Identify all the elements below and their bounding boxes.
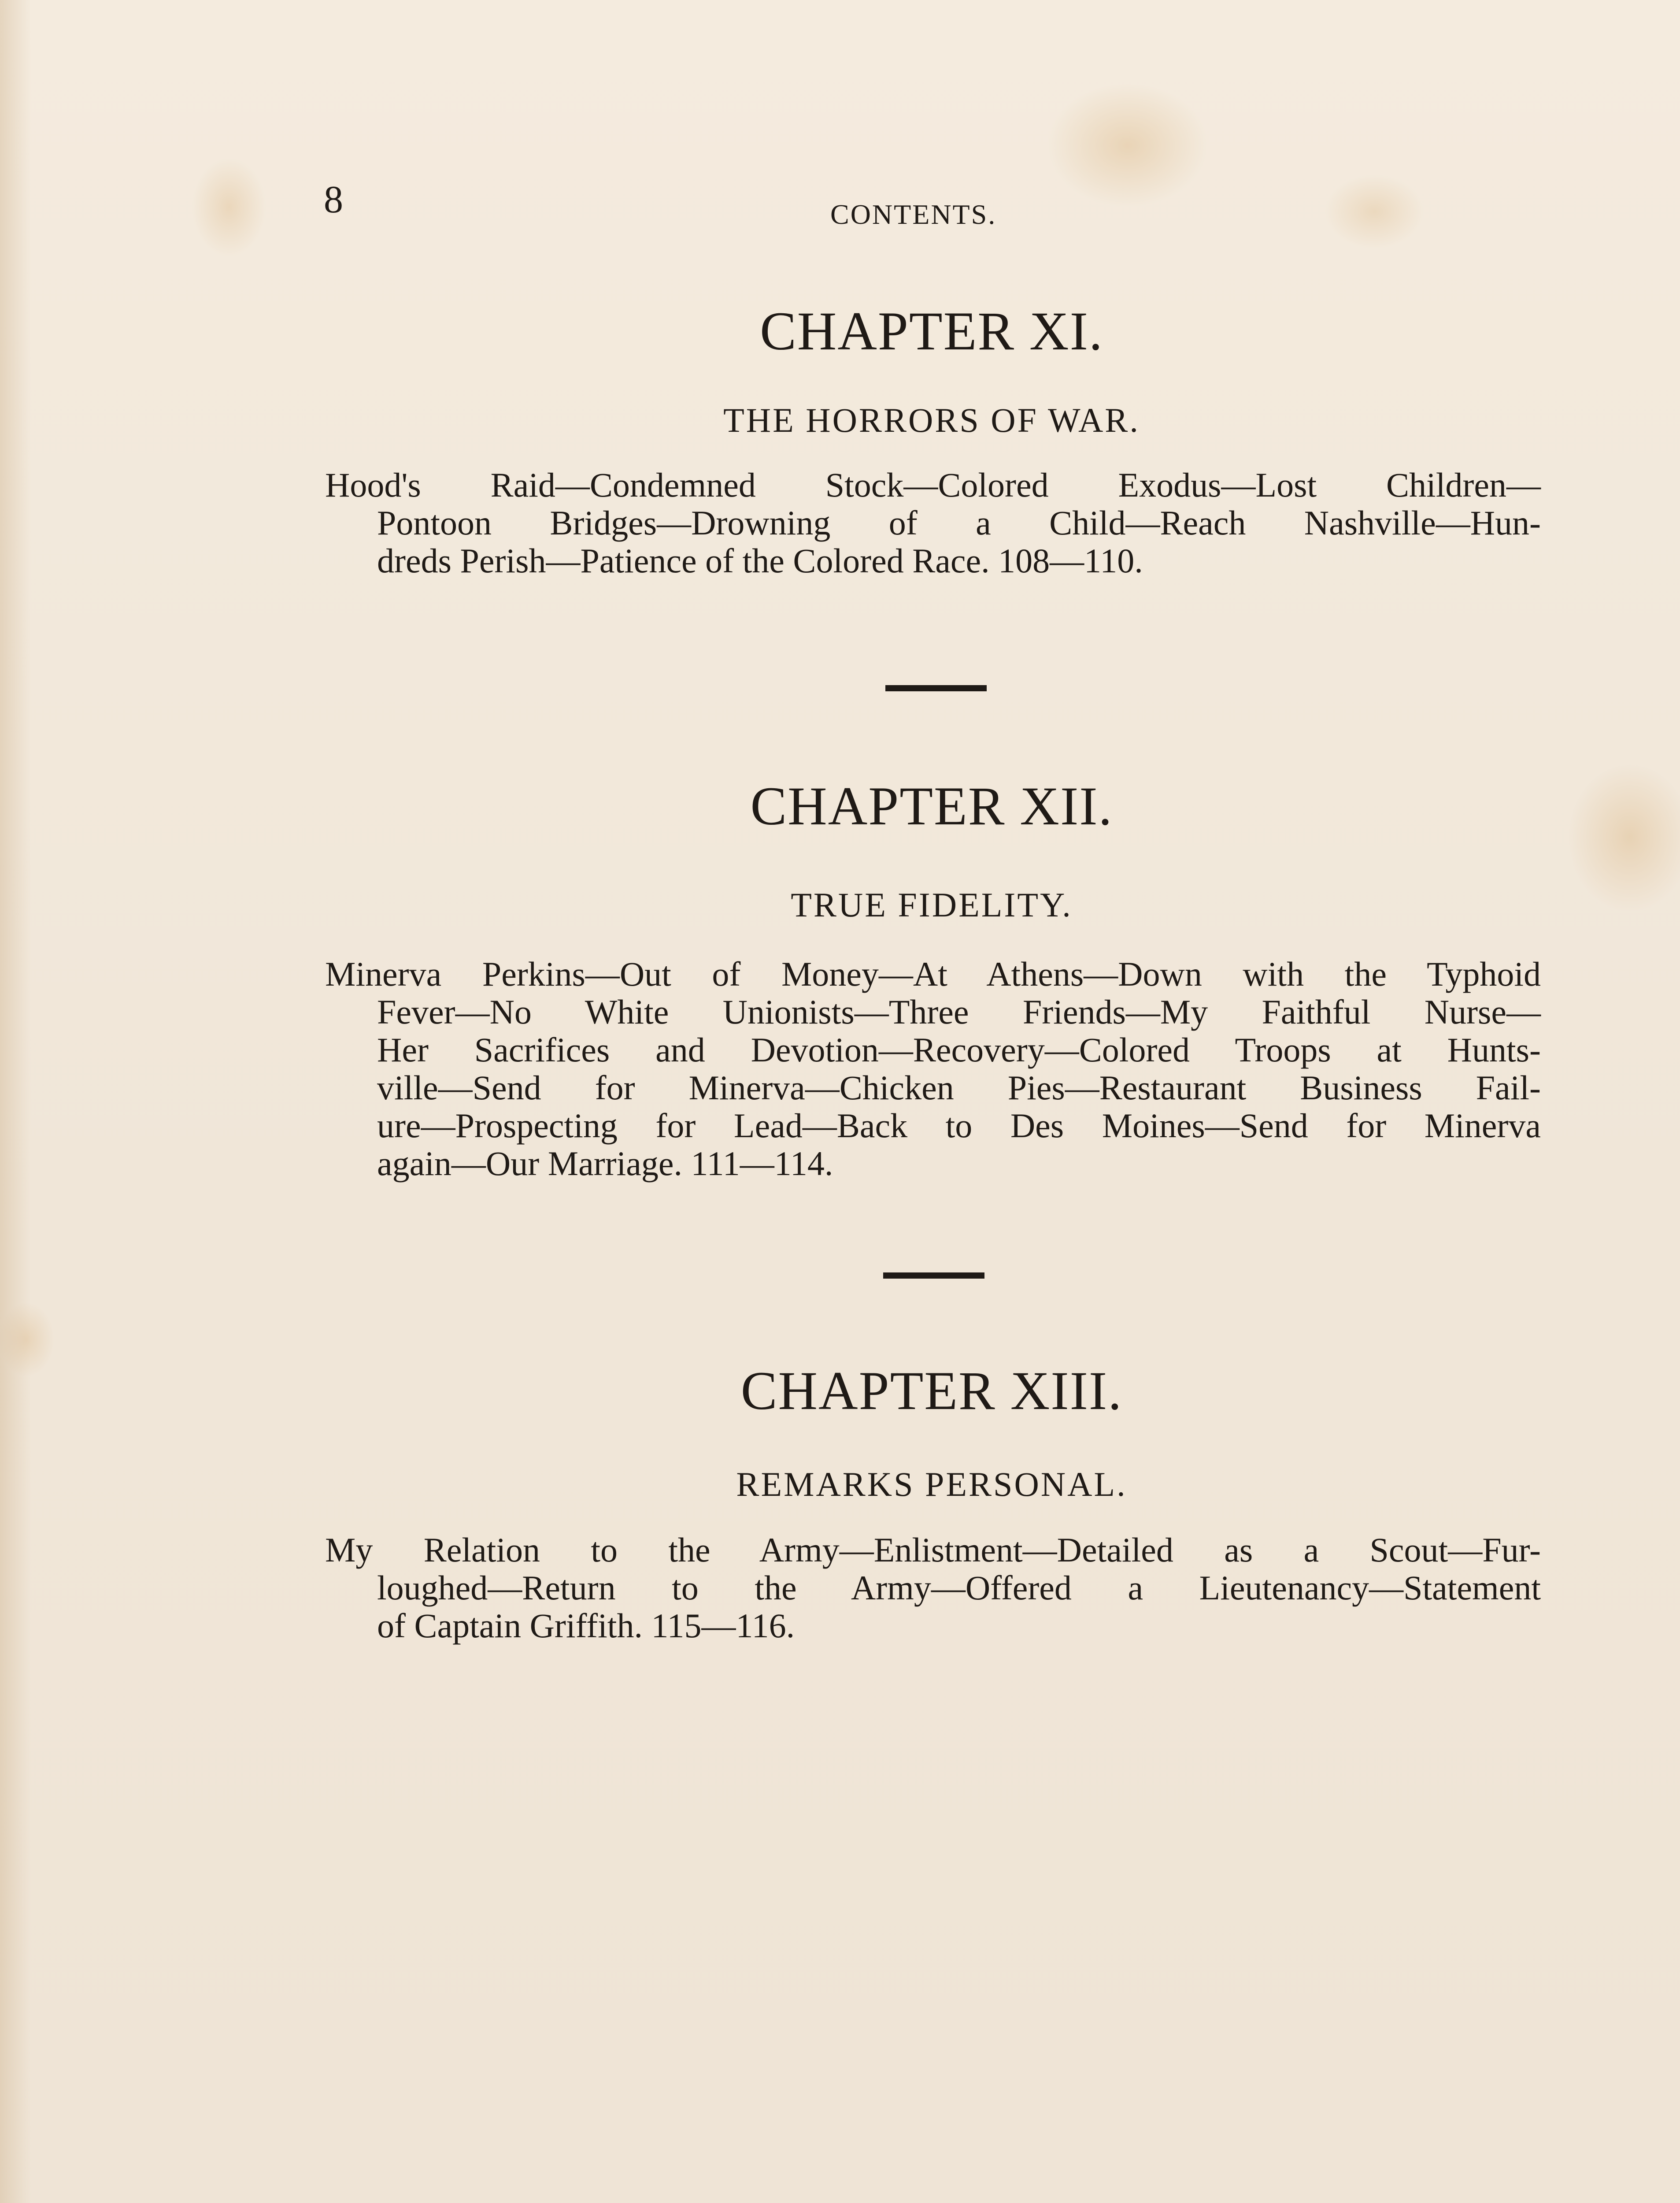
chapter-xiii-synopsis <box>325 1531 1541 1645</box>
chapter-xi-subtitle: THE HORRORS OF WAR. <box>723 401 1140 439</box>
synopsis-line: ville—Send for Minerva—Chicken Pies—Restaurant Business Fail- <box>377 1068 1541 1107</box>
chapter-xi-synopsis <box>325 466 1541 580</box>
section-divider-rule <box>883 1272 984 1279</box>
synopsis-line: Her Sacrifices and Devotion—Recovery—Colored Troops at Hunts- <box>377 1031 1541 1069</box>
synopsis-line: again—Our Marriage. 111—114. <box>377 1144 833 1183</box>
synopsis-line: Minerva Perkins—Out of Money—At Athens—Down with the Typhoid <box>325 955 1541 993</box>
synopsis-line: of Captain Griffith. 115—116. <box>377 1606 795 1645</box>
chapter-xiii-title: CHAPTER XIII. <box>740 1361 1123 1421</box>
synopsis-line: dreds Perish—Patience of the Colored Race. 108—110. <box>377 541 1143 580</box>
synopsis-line: Hood's Raid—Condemned Stock—Colored Exodus—Lost Children— <box>325 466 1541 504</box>
page-number: 8 <box>324 178 343 221</box>
chapter-xii-synopsis <box>325 955 1541 1183</box>
synopsis-line: ure—Prospecting for Lead—Back to Des Moines—Send for Minerva <box>377 1106 1541 1145</box>
chapter-xi-title: CHAPTER XI. <box>760 301 1103 361</box>
synopsis-line: loughed—Return to the Army—Offered a Lieutenancy—Statement <box>377 1569 1541 1607</box>
chapter-xii-subtitle: TRUE FIDELITY. <box>791 886 1073 924</box>
synopsis-line: Pontoon Bridges—Drowning of a Child—Reach Nashville—Hun- <box>377 504 1541 542</box>
chapter-xiii-subtitle: REMARKS PERSONAL. <box>736 1465 1127 1503</box>
section-divider-rule <box>885 685 987 691</box>
synopsis-line: Fever—No White Unionists—Three Friends—My Faithful Nurse— <box>377 993 1541 1031</box>
chapter-xii-title: CHAPTER XII. <box>750 776 1113 836</box>
synopsis-line: My Relation to the Army—Enlistment—Detailed as a Scout—Fur- <box>325 1531 1541 1569</box>
running-head: CONTENTS. <box>830 199 997 230</box>
